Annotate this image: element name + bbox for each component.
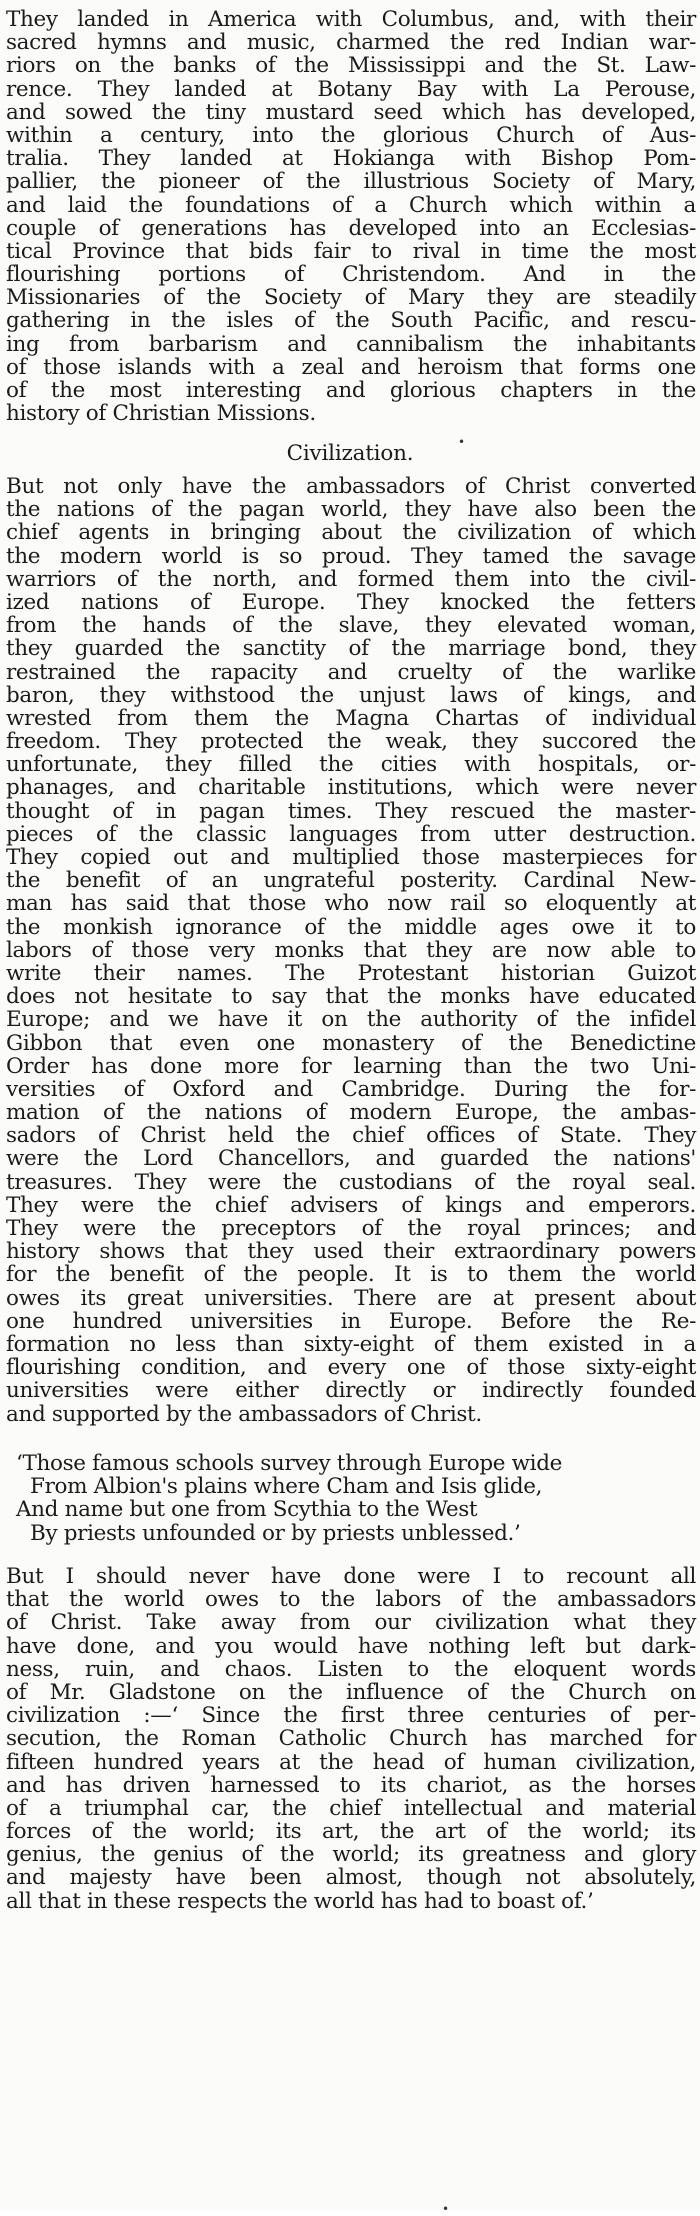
text-line: They copied out and multiplied those masterpieces for	[6, 845, 696, 870]
text-line: owes its great universities. There are at present about	[6, 1285, 696, 1311]
text-line: history of Christian Missions.	[6, 401, 316, 427]
section-heading: Civilization.	[286, 441, 414, 466]
text-line: warriors of the north, and formed them into the civil-	[6, 566, 696, 592]
text-line: does not hesitate to say that the monks have educated	[6, 984, 696, 1010]
text-line: But I should never have done were I to recount all	[6, 1564, 696, 1589]
text-line: pallier, the pioneer of the illustrious Society of Mary,	[6, 169, 696, 195]
text-line: couple of generations has developed into an Ecclesias-	[6, 215, 696, 241]
text-line: forces of the world; its art, the art of the world; its	[6, 1819, 696, 1845]
text-line: labors of those very monks that they are now able to	[6, 937, 696, 963]
text-line: and has driven harnessed to its chariot, as the horses	[6, 1772, 696, 1798]
text-line: Missionaries of the Society of Mary they are steadily	[6, 285, 696, 311]
text-line: sadors of Christ held the chief offices of State. They	[6, 1123, 696, 1149]
text-line: of the most interesting and glorious chapters in the	[6, 378, 696, 403]
text-line: the modern world is so proud. They tamed the savage	[6, 543, 696, 569]
paragraph-gladstone	[6, 1565, 696, 1913]
text-line: Gibbon that even one monastery of the Benedictine	[6, 1030, 696, 1056]
text-line: within a century, into the glorious Church of Aus-	[6, 122, 696, 148]
text-line: formation no less than sixty-eight of them existed in a	[6, 1331, 696, 1357]
text-line: of Mr. Gladstone on the influence of the Church on	[6, 1679, 696, 1705]
text-line: from the hands of the slave, they elevated woman,	[6, 613, 696, 639]
text-line: of those islands with a zeal and heroism that forms one	[6, 354, 696, 380]
text-line: have done, and you would have nothing left but dark-	[6, 1633, 696, 1659]
text-line: genius, the genius of the world; its greatness and glory	[6, 1842, 696, 1868]
print-speck: •	[458, 435, 466, 449]
text-line: They were the preceptors of the royal princes; and	[6, 1216, 696, 1241]
paragraph-missions	[6, 8, 696, 425]
text-line: Europe; and we have it on the authority of the infidel	[6, 1007, 696, 1033]
text-line: one hundred universities in Europe. Before the Re-	[6, 1308, 696, 1334]
text-line: freedom. They protected the weak, they succored the	[6, 729, 696, 755]
text-line: ized nations of Europe. They knocked the fetters	[6, 589, 696, 615]
text-line: mation of the nations of modern Europe, the ambas-	[6, 1100, 696, 1126]
text-line: and majesty have been almost, though not absolutely,	[6, 1865, 696, 1891]
verse-quotation	[6, 1452, 696, 1545]
text-line: wrested from them the Magna Chartas of individual	[6, 705, 696, 731]
text-line: tical Province that bids fair to rival in time the most	[6, 238, 696, 264]
text-line: unfortunate, they filled the cities with hospitals, or-	[6, 752, 696, 778]
text-line: they guarded the sanctity of the marriage bond, they	[6, 636, 696, 662]
text-line: They landed in America with Columbus, and, with their	[6, 7, 696, 32]
text-line: From Albion's plains where Cham and Isis glide,	[30, 1474, 543, 1500]
text-line: gathering in the isles of the South Pacific, and rescu-	[6, 308, 696, 334]
text-line: universities were either directly or indirectly founded	[6, 1378, 696, 1404]
text-line: history shows that they used their extraordinary powers	[6, 1239, 696, 1265]
text-line: versities of Oxford and Cambridge. During the for-	[6, 1076, 696, 1102]
text-line: chief agents in bringing about the civilization of which	[6, 520, 696, 546]
text-line: for the benefit of the people. It is to them the world	[6, 1262, 696, 1288]
text-line: ‘Those famous schools survey through Europe wide	[16, 1451, 562, 1476]
text-line: civilization :—‘ Since the first three centuries of per-	[6, 1703, 696, 1729]
text-line: man has said that those who now rail so eloquently at	[6, 891, 696, 917]
text-line: pieces of the classic languages from utter destruction.	[6, 821, 696, 847]
text-line: fifteen hundred years at the head of human civilization,	[6, 1749, 696, 1775]
text-line: But not only have the ambassadors of Christ converted	[6, 474, 696, 499]
text-line: and sowed the tiny mustard seed which has developed,	[6, 99, 696, 125]
text-line: that the world owes to the labors of the ambassadors	[6, 1587, 696, 1613]
text-line: all that in these respects the world has had to boast of.’	[6, 1888, 594, 1914]
print-speck: •	[442, 2202, 450, 2216]
text-line: and laid the foundations of a Church which within a	[6, 192, 696, 218]
text-line: phanages, and charitable institutions, which were never	[6, 775, 696, 801]
text-line: tralia. They landed at Hokianga with Bishop Pom-	[6, 146, 696, 172]
text-line: ing from barbarism and cannibalism the inhabitants	[6, 331, 696, 357]
text-line: treasures. They were the custodians of the royal seal.	[6, 1169, 696, 1195]
text-line: And name but one from Scythia to the West	[16, 1497, 478, 1523]
text-line: By priests unfounded or by priests unblessed.’	[30, 1520, 521, 1546]
text-line: ness, ruin, and chaos. Listen to the eloquent words	[6, 1656, 696, 1682]
text-line: the benefit of an ungrateful posterity. Cardinal New-	[6, 868, 696, 894]
text-line: were the Lord Chancellors, and guarded the nations'	[6, 1146, 696, 1172]
text-line: riors on the banks of the Mississippi and the St. Law-	[6, 53, 696, 79]
text-line: of Christ. Take away from our civilization what they	[6, 1610, 696, 1636]
text-line: flourishing condition, and every one of those sixty-eight	[6, 1355, 696, 1381]
paragraph-civilization	[6, 475, 696, 1426]
text-line: flourishing portions of Christendom. And in the	[6, 262, 696, 288]
text-line: the monkish ignorance of the middle ages owe it to	[6, 914, 696, 940]
text-line: rence. They landed at Botany Bay with La Perouse,	[6, 76, 696, 102]
text-line: sacred hymns and music, charmed the red Indian war-	[6, 30, 696, 56]
text-line: restrained the rapacity and cruelty of the warlike	[6, 659, 696, 685]
text-line: thought of in pagan times. They rescued the master-	[6, 798, 696, 824]
text-line: the nations of the pagan world, they have also been the	[6, 497, 696, 523]
text-line: secution, the Roman Catholic Church has marched for	[6, 1726, 696, 1752]
text-line: Order has done more for learning than the two Uni-	[6, 1053, 696, 1079]
text-line: write their names. The Protestant historian Guizot	[6, 960, 696, 986]
text-line: of a triumphal car, the chief intellectual and material	[6, 1795, 696, 1821]
text-line: They were the chief advisers of kings and emperors.	[6, 1192, 696, 1218]
text-line: and supported by the ambassadors of Christ.	[6, 1401, 482, 1427]
text-line: baron, they withstood the unjust laws of kings, and	[6, 682, 696, 708]
